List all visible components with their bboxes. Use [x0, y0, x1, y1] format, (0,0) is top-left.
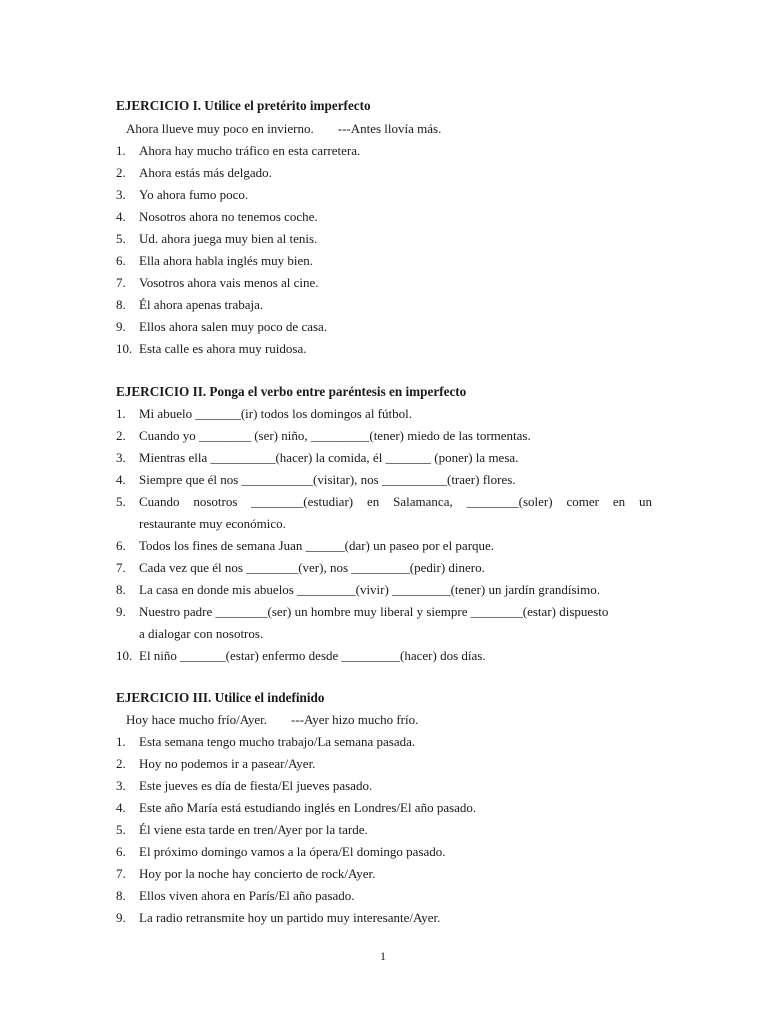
section-1-example: [126, 121, 441, 137]
section-1-title: EJERCICIO I. Utilice el pretérito imperfecto: [116, 98, 371, 113]
page-number: 1: [380, 949, 386, 963]
section-3-title: EJERCICIO III. Utilice el indefinido: [116, 690, 325, 705]
example-answer: ---Ayer hizo mucho frío.: [291, 712, 419, 727]
example-prompt: Hoy hace mucho frío/Ayer.: [126, 712, 268, 727]
section-3-example: [126, 712, 418, 728]
example-prompt: Ahora llueve muy poco en invierno.: [126, 121, 314, 136]
example-answer: ---Antes llovía más.: [337, 121, 442, 136]
document-page: EJERCICIO I. Utilice el pretérito imperfecto Ahora llueve muy poco en invierno. ---Antes llovía más. 1. Ahora hay mucho tráfico en esta carretera. 2. Ahora estás más delgado. 3. Yo ahora fumo poco. 4. Nosotros ahora no tenemos coche. 5. Ud. ahora juega muy bien al tenis. 6. Ella ahora habla inglés muy bien. 7. Vosotros ahora vais menos al cine. 8. Él ahora apenas trabaja. 9. Ellos ahora salen muy poco de casa. 10. Esta calle es ahora muy ruidosa. EJERCICIO II. Ponga el verbo entre paréntesis en imperfecto 1. Mi abuelo _______(ir) todos los domingos al fútbol. 2. Cuando yo ________ (ser) niño, _________(tener) miedo de las tormentas. 3. Mientras ella __________(hacer) la comida, él _______ (poner) la mesa. 4. Siempre que él nos ___________(visitar), nos __________(traer) flores. 5. Cuando nosotros ________(estudiar) en Salamanca, ________(soler) comer en un restaurante muy económico. 6. Todos los fines de semana Juan ______(dar) un paseo por el parque. 7. Cada vez que él nos ________(ver), nos _________(pedir) dinero. 8. La casa en donde mis abuelos _________(vivir) _________(tener) un jardín grandísimo. 9. Nuestro padre ________(ser) un hombre muy liberal y siempre ________(estar) dispuesto a dialogar con nosotros. 10. El niño _______(estar) enfermo desde _________(hacer) dos días. EJERCICIO III. Utilice el indefinido Hoy hace mucho frío/Ayer. ---Ayer hizo mucho frío. 1. Esta semana tengo mucho trabajo/La semana pasada. 2. Hoy no podemos ir a pasear/Ayer. 3. Este jueves es día de fiesta/El jueves pasado. 4. Este año María está estudiando inglés en Londres/El año pasado. 5. Él viene esta tarde en tren/Ayer por la tarde. 6. El próximo domingo vamos a la ópera/El domingo pasado. 7. Hoy por la noche hay concierto de rock/Ayer. 8. Ellos viven ahora en París/El año pasado. 9. La radio retransmite hoy un partido muy interesante/Ayer. 1: [116, 98, 652, 963]
section-2-title: EJERCICIO II. Ponga el verbo entre paréntesis en imperfecto: [116, 384, 467, 399]
